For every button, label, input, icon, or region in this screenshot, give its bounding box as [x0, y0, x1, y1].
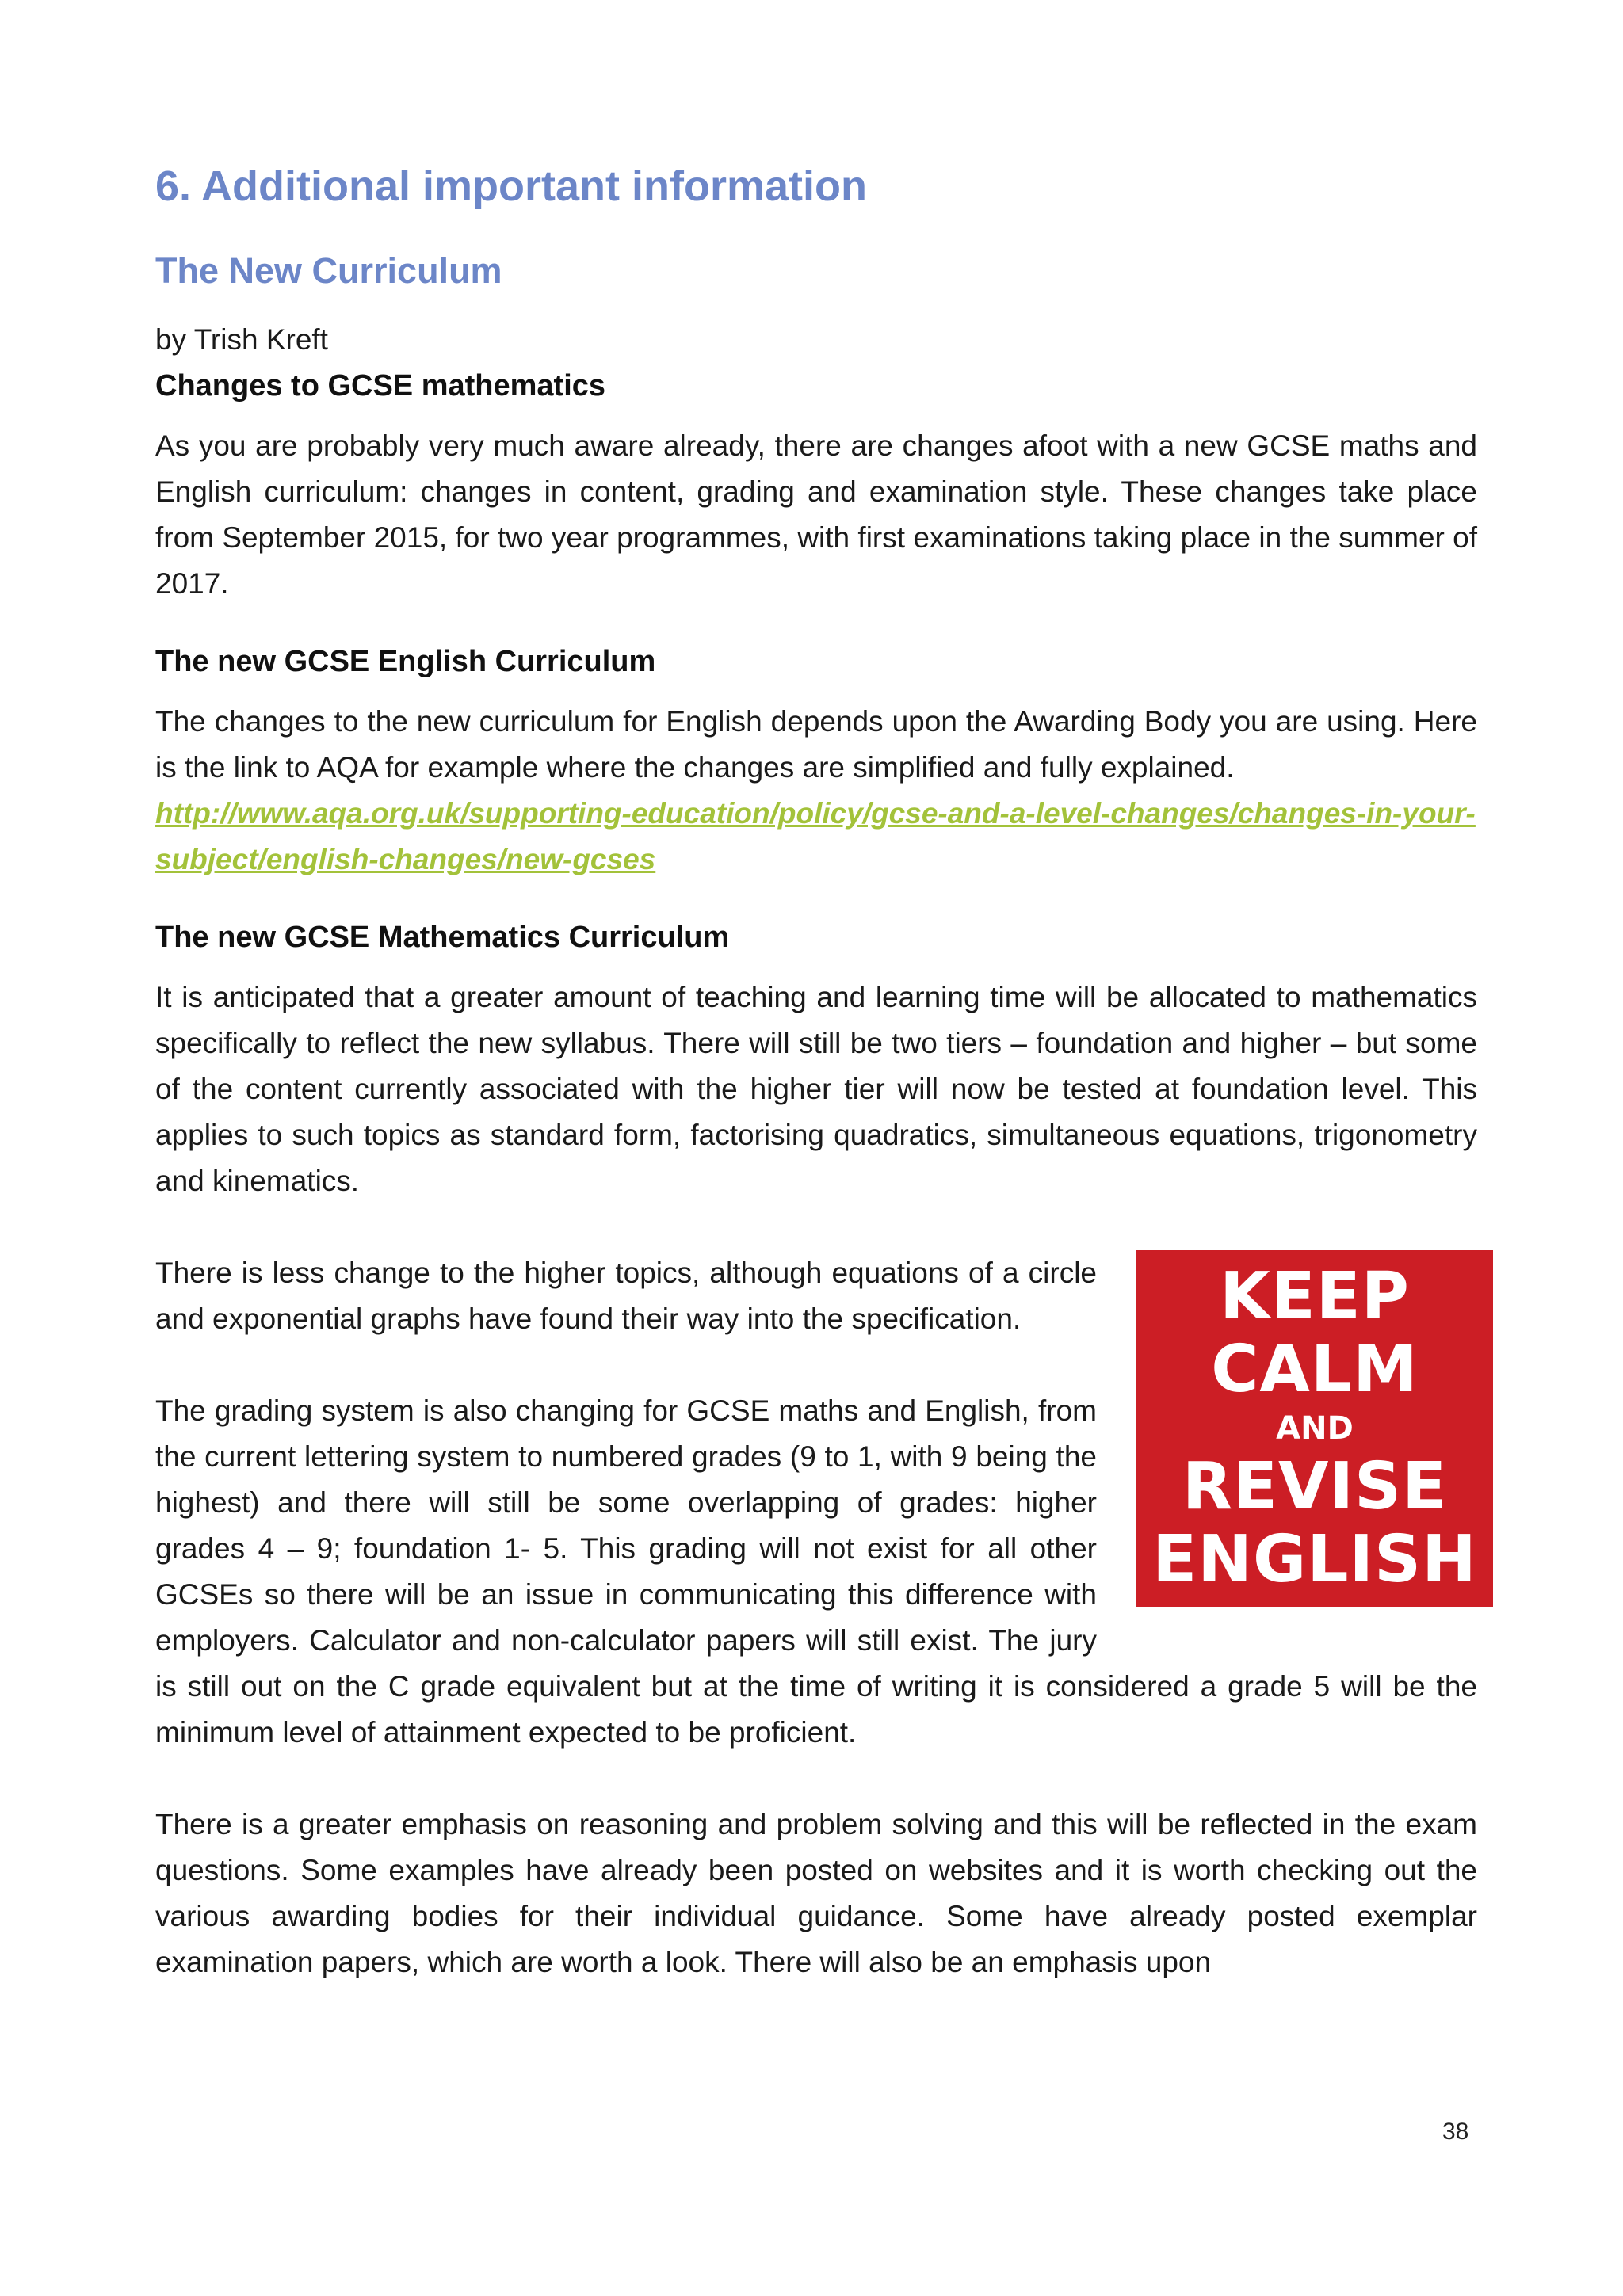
- poster-line-and: AND: [1276, 1410, 1354, 1447]
- heading-english-curriculum: The new GCSE English Curriculum: [155, 645, 656, 678]
- heading-maths-curriculum: The new GCSE Mathematics Curriculum: [155, 921, 730, 954]
- page-number: 38: [1442, 2119, 1469, 2145]
- aqa-link[interactable]: http://www.aqa.org.uk/supporting-education/policy/gcse-and-a-level-changes/changes-in-your-subject/english-changes/new-gcses: [155, 797, 1476, 875]
- paragraph-intro: As you are probably very much aware already, there are changes afoot with a new GCSE maths and English curriculum: changes in content, grading and examination style. These changes take place from September 2015, for two year programmes, with first examinations taking place in the summer of 2017.: [155, 429, 1477, 600]
- poster-line-keep: KEEP: [1220, 1259, 1410, 1334]
- keep-calm-poster-image: [1136, 1250, 1493, 1607]
- poster-line-calm: CALM: [1211, 1332, 1419, 1407]
- author-byline: by Trish Kreft: [155, 323, 328, 356]
- maths-details: [155, 1250, 1477, 1756]
- paragraph-english: The changes to the new curriculum for English depends upon the Awarding Body you are using. Here is the link to AQA for example where the changes are simplified and fully explained.: [155, 705, 1477, 784]
- paragraph-maths-4: There is a greater emphasis on reasoning and problem solving and this will be reflected in the exam questions. Some examples have already been posted on websites and it is worth checking out the various awarding bodies for their individual guidance. Some have already posted exemplar examination papers, which are worth a look. There will also be an emphasis upon: [155, 1808, 1477, 1978]
- poster-line-english: ENGLISH: [1152, 1522, 1477, 1597]
- paragraph-maths-2: There is less change to the higher topics, although equations of a circle and exponential graphs have found their way into the specification.: [155, 1257, 1097, 1335]
- paragraph-maths-3: The grading system is also changing for GCSE maths and English, from the current lettering system to numbered grades (9 to 1, with 9 being the highest) and there will still be some overlapping of grades: higher grades 4 – 9; foundation 1- 5. This grading will not exist for all other GCSEs so there will be an issue in communicating this difference with employers. Calculator and non-calculator papers will still exist. The jury is still out on the C grade equivalent but at the time of writing it is considered a grade 5 will be the minimum level of attainment expected to be proficient.: [155, 1394, 1477, 1749]
- heading-changes-gcse-maths: Changes to GCSE mathematics: [155, 369, 606, 402]
- section-title: 6. Additional important information: [155, 162, 867, 210]
- paragraph-maths-1: It is anticipated that a greater amount of teaching and learning time will be allocated to mathematics specifically to reflect the new syllabus. There will still be two tiers – foundation and higher – but some of the content currently associated with the higher tier will now be tested at foundation level. This applies to such topics as standard form, factorising quadratics, simultaneous equations, trigonometry and kinematics.: [155, 981, 1477, 1197]
- subsection-title: The New Curriculum: [155, 250, 502, 291]
- document-page: [155, 151, 1477, 1985]
- poster-line-revise: REVISE: [1182, 1449, 1448, 1524]
